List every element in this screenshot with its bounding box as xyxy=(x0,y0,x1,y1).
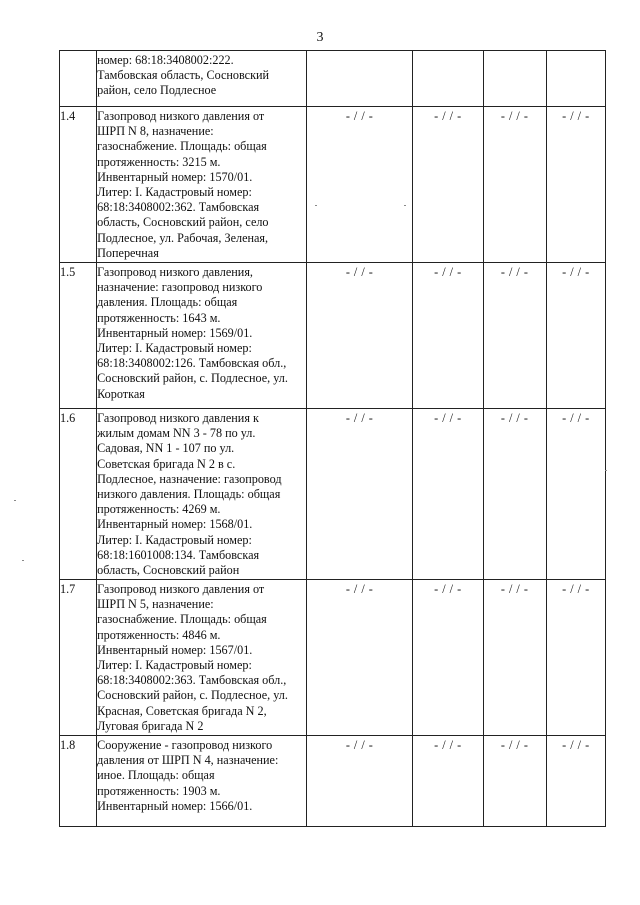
description-line: Красная, Советская бригада N 2, xyxy=(97,703,267,718)
ditto-mark-cell xyxy=(413,51,483,107)
description-line: Газопровод низкого давления, xyxy=(97,265,253,279)
description-line: ШРП N 5, назначение: xyxy=(97,597,214,612)
description-line: давления от ШРП N 4, назначение: xyxy=(97,753,279,768)
description-line: Поперечная xyxy=(97,245,159,260)
description-line: 68:18:1601008:134. Тамбовская xyxy=(97,547,260,562)
description-line: Подлесное, назначение: газопровод xyxy=(97,471,282,486)
row-description xyxy=(97,736,307,827)
description-line: Литер: I. Кадастровый номер: xyxy=(97,185,252,200)
description-line: Инвентарный номер: 1567/01. xyxy=(97,642,253,657)
description-line: район, село Подлесное xyxy=(97,83,217,98)
scan-speck xyxy=(605,470,607,471)
ditto-mark-cell: - / / - xyxy=(483,263,546,409)
ditto-mark-cell: - / / - xyxy=(306,263,412,409)
description-line: Подлесное, ул. Рабочая, Зеленая, xyxy=(97,230,269,245)
table-row xyxy=(60,580,606,736)
row-description xyxy=(97,263,307,409)
description-line: Литер: I. Кадастровый номер: xyxy=(97,532,252,547)
ditto-mark-cell: - / / - xyxy=(546,263,605,409)
description-line: жилым домам NN 3 - 78 по ул. xyxy=(97,426,256,441)
ditto-mark-cell: - / / - xyxy=(546,736,605,827)
description-line: Газопровод низкого давления от xyxy=(97,109,265,123)
description-line: протяженность: 4269 м. xyxy=(97,502,221,517)
description-line: Инвентарный номер: 1569/01. xyxy=(97,325,253,340)
table-row xyxy=(60,107,606,263)
ditto-mark-cell: - / / - xyxy=(413,409,483,580)
ditto-mark-cell: - / / - xyxy=(546,107,605,263)
description-line: давления. Площадь: общая xyxy=(97,295,238,310)
ditto-mark-cell: - / / - xyxy=(546,580,605,736)
row-description xyxy=(97,107,307,263)
description-line: протяженность: 3215 м. xyxy=(97,154,221,169)
description-line: область, Сосновский район, село xyxy=(97,215,269,230)
row-number: 1.8 xyxy=(60,736,97,827)
ditto-mark-cell: - / / - xyxy=(483,580,546,736)
description-line: протяженность: 1903 м. xyxy=(97,783,221,798)
description-line: Литер: I. Кадастровый номер: xyxy=(97,341,252,356)
ditto-mark-cell: - / / - xyxy=(413,580,483,736)
description-line: газоснабжение. Площадь: общая xyxy=(97,139,267,154)
description-line: назначение: газопровод низкого xyxy=(97,280,263,295)
description-line: Сосновский район, с. Подлесное, ул. xyxy=(97,371,288,386)
description-line: газоснабжение. Площадь: общая xyxy=(97,612,267,627)
row-description xyxy=(97,409,307,580)
description-line: Советская бригада N 2 в с. xyxy=(97,456,236,471)
description-line: номер: 68:18:3408002:222. xyxy=(97,53,234,67)
table-row xyxy=(60,263,606,409)
description-line: Садовая, NN 1 - 107 по ул. xyxy=(97,441,235,456)
ditto-mark-cell: - / / - xyxy=(413,736,483,827)
ditto-mark-cell: - / / - xyxy=(546,409,605,580)
description-line: Луговая бригада N 2 xyxy=(97,718,204,733)
row-number xyxy=(60,51,97,107)
description-line: Сооружение - газопровод низкого xyxy=(97,738,273,752)
description-line: Литер: I. Кадастровый номер: xyxy=(97,658,252,673)
description-line: 68:18:3408002:362. Тамбовская xyxy=(97,200,260,215)
description-line: Тамбовская область, Сосновский xyxy=(97,68,270,83)
description-line: низкого давления. Площадь: общая xyxy=(97,487,281,502)
description-line: протяженность: 4846 м. xyxy=(97,627,221,642)
row-number: 1.6 xyxy=(60,409,97,580)
ditto-mark-cell: - / / - xyxy=(483,736,546,827)
description-line: протяженность: 1643 м. xyxy=(97,310,221,325)
ditto-mark-cell xyxy=(306,51,412,107)
row-number: 1.5 xyxy=(60,263,97,409)
page-number: 3 xyxy=(316,30,324,45)
scan-speck xyxy=(22,560,24,561)
description-line: 68:18:3408002:126. Тамбовская обл., xyxy=(97,356,287,371)
ditto-mark-cell: - / / - xyxy=(306,580,412,736)
row-description xyxy=(97,51,307,107)
description-line: иное. Площадь: общая xyxy=(97,768,215,783)
row-number: 1.4 xyxy=(60,107,97,263)
table-row xyxy=(60,736,606,827)
ditto-mark-cell: - / / - xyxy=(306,107,412,263)
description-line: область, Сосновский район xyxy=(97,563,240,578)
description-line: Сосновский район, с. Подлесное, ул. xyxy=(97,688,288,703)
ditto-mark-cell: - / / - xyxy=(483,409,546,580)
description-line: ШРП N 8, назначение: xyxy=(97,124,214,139)
description-line: Инвентарный номер: 1570/01. xyxy=(97,169,253,184)
ditto-mark-cell: - / / - xyxy=(413,107,483,263)
ditto-mark-cell xyxy=(483,51,546,107)
description-line: Газопровод низкого давления от xyxy=(97,582,265,596)
scan-speck xyxy=(315,205,317,206)
ditto-mark-cell: - / / - xyxy=(483,107,546,263)
description-line: Короткая xyxy=(97,386,145,401)
scan-speck xyxy=(404,205,406,206)
description-line: Инвентарный номер: 1568/01. xyxy=(97,517,253,532)
table-row xyxy=(60,51,606,107)
ditto-mark-cell: - / / - xyxy=(413,263,483,409)
property-table xyxy=(59,50,606,827)
ditto-mark-cell xyxy=(546,51,605,107)
description-line: 68:18:3408002:363. Тамбовская обл., xyxy=(97,673,287,688)
row-number: 1.7 xyxy=(60,580,97,736)
row-description xyxy=(97,580,307,736)
table-row xyxy=(60,409,606,580)
description-line: Газопровод низкого давления к xyxy=(97,411,259,425)
description-line: Инвентарный номер: 1566/01. xyxy=(97,798,253,813)
scan-speck xyxy=(14,500,16,501)
ditto-mark-cell: - / / - xyxy=(306,736,412,827)
ditto-mark-cell: - / / - xyxy=(306,409,412,580)
